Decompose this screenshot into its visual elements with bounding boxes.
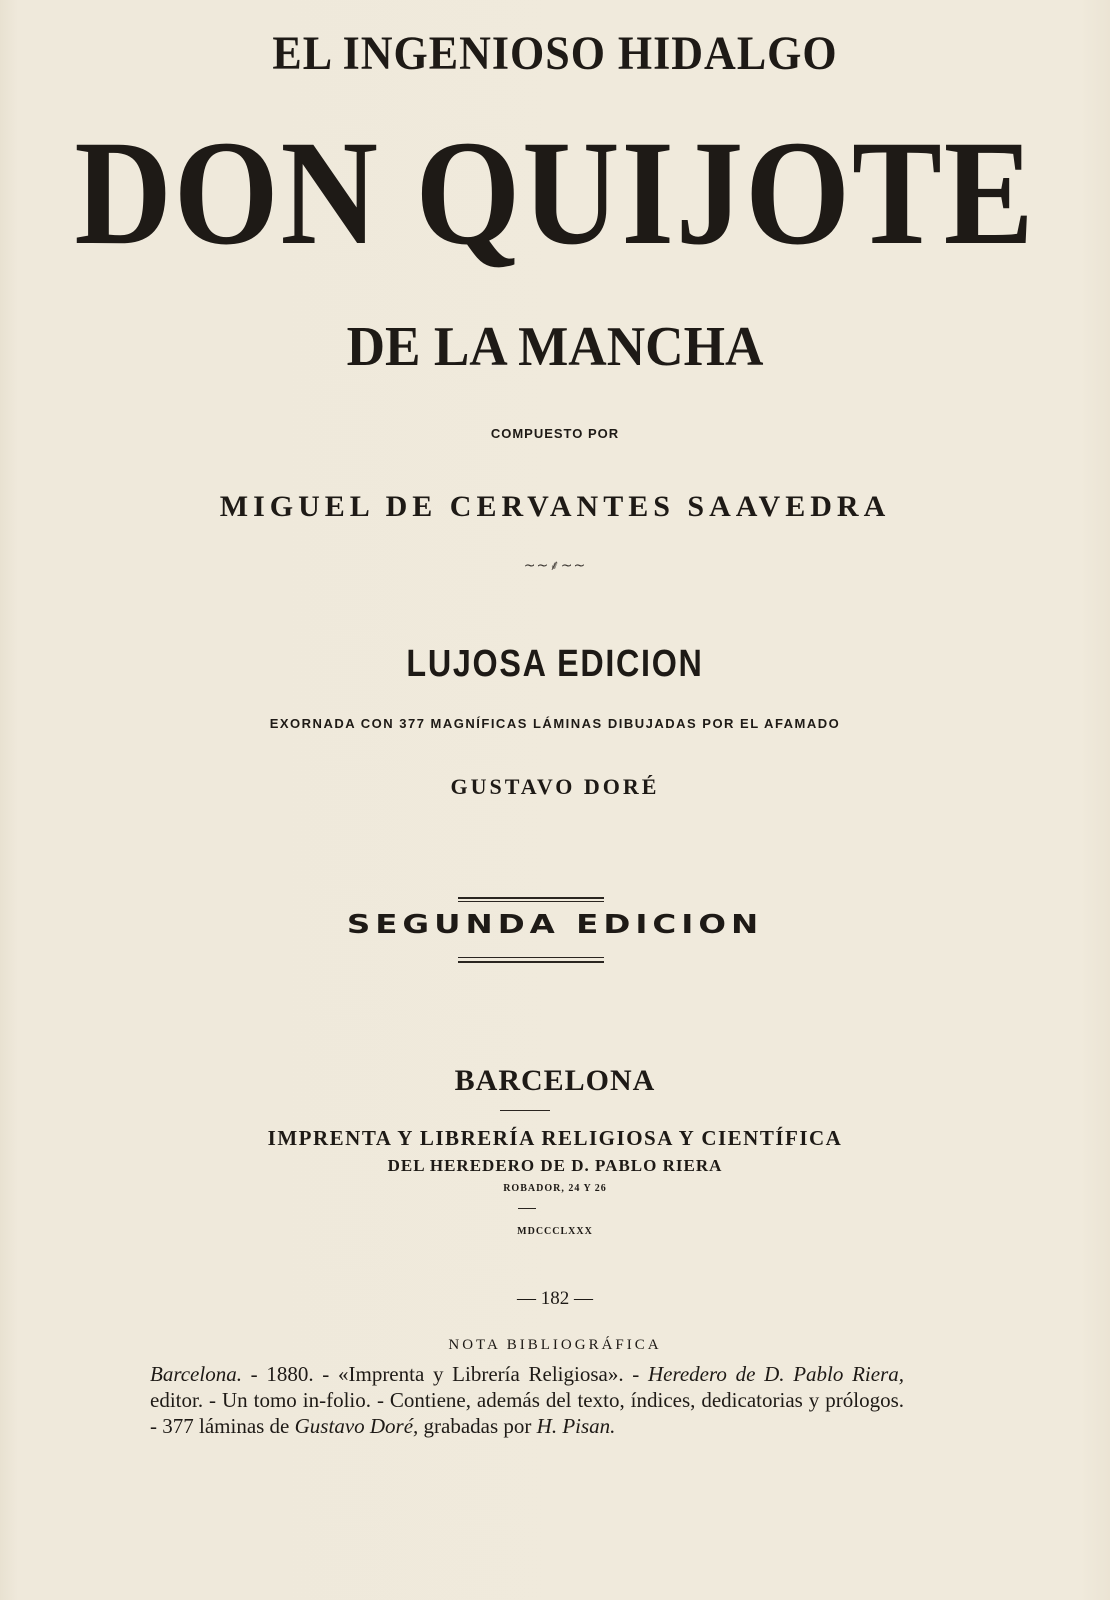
note-heading: NOTA BIBLIOGRÁFICA xyxy=(448,1337,662,1353)
page-number: — 182 — xyxy=(517,1288,593,1309)
note-illustrator: Gustavo Doré, xyxy=(294,1414,419,1438)
note-city: Barcelona. xyxy=(150,1362,242,1386)
short-dash xyxy=(518,1208,536,1209)
note-details-3: grabadas por xyxy=(418,1414,537,1438)
illustration-credit-line: EXORNADA CON 377 MAGNÍFICAS LÁMINAS DIBUJADAS POR EL AFAMADO xyxy=(269,716,841,731)
title-line-de-la-mancha: DE LA MANCHA xyxy=(346,316,764,378)
note-engraver: H. Pisan. xyxy=(536,1414,616,1438)
note-details-1: - 1880. - «Imprenta y Librería Religiosa». - xyxy=(241,1362,648,1386)
bibliographic-note xyxy=(150,1361,904,1439)
press-owner: DEL HEREDERO DE D. PABLO RIERA xyxy=(387,1156,723,1175)
main-title-don-quijote: DON QUIJOTE xyxy=(74,110,1036,276)
publication-year-roman: MDCCCLXXX xyxy=(517,1226,593,1237)
author-name: MIGUEL DE CERVANTES SAAVEDRA xyxy=(219,490,891,523)
city-underline xyxy=(500,1110,550,1111)
second-edition-label: SEGUNDA EDICION xyxy=(346,910,764,940)
edition-label: LUJOSA EDICION xyxy=(406,643,704,685)
city-name: BARCELONA xyxy=(454,1064,656,1097)
note-details-2: editor. - Un tomo in-folio. - Contiene, además del texto, índices, dedicatorias y prólogos. - 377 láminas de xyxy=(150,1388,904,1438)
press-name: IMPRENTA Y LIBRERÍA RELIGIOSA Y CIENTÍFICA xyxy=(267,1126,843,1150)
divider-bottom xyxy=(458,961,604,963)
divider-top xyxy=(458,897,604,899)
press-address: ROBADOR, 24 Y 26 xyxy=(503,1183,607,1194)
ornament-icon: ~~⸙~~ xyxy=(523,558,587,574)
title-line-el-ingenioso-hidalgo: EL INGENIOSO HIDALGO xyxy=(272,27,838,80)
illustrator-name: GUSTAVO DORÉ xyxy=(450,774,660,799)
divider-top-thin xyxy=(458,901,604,902)
composed-by-label: COMPUESTO POR xyxy=(490,426,620,441)
divider-bottom-thin xyxy=(458,957,604,958)
note-publisher: Heredero de D. Pablo Riera, xyxy=(647,1362,905,1386)
